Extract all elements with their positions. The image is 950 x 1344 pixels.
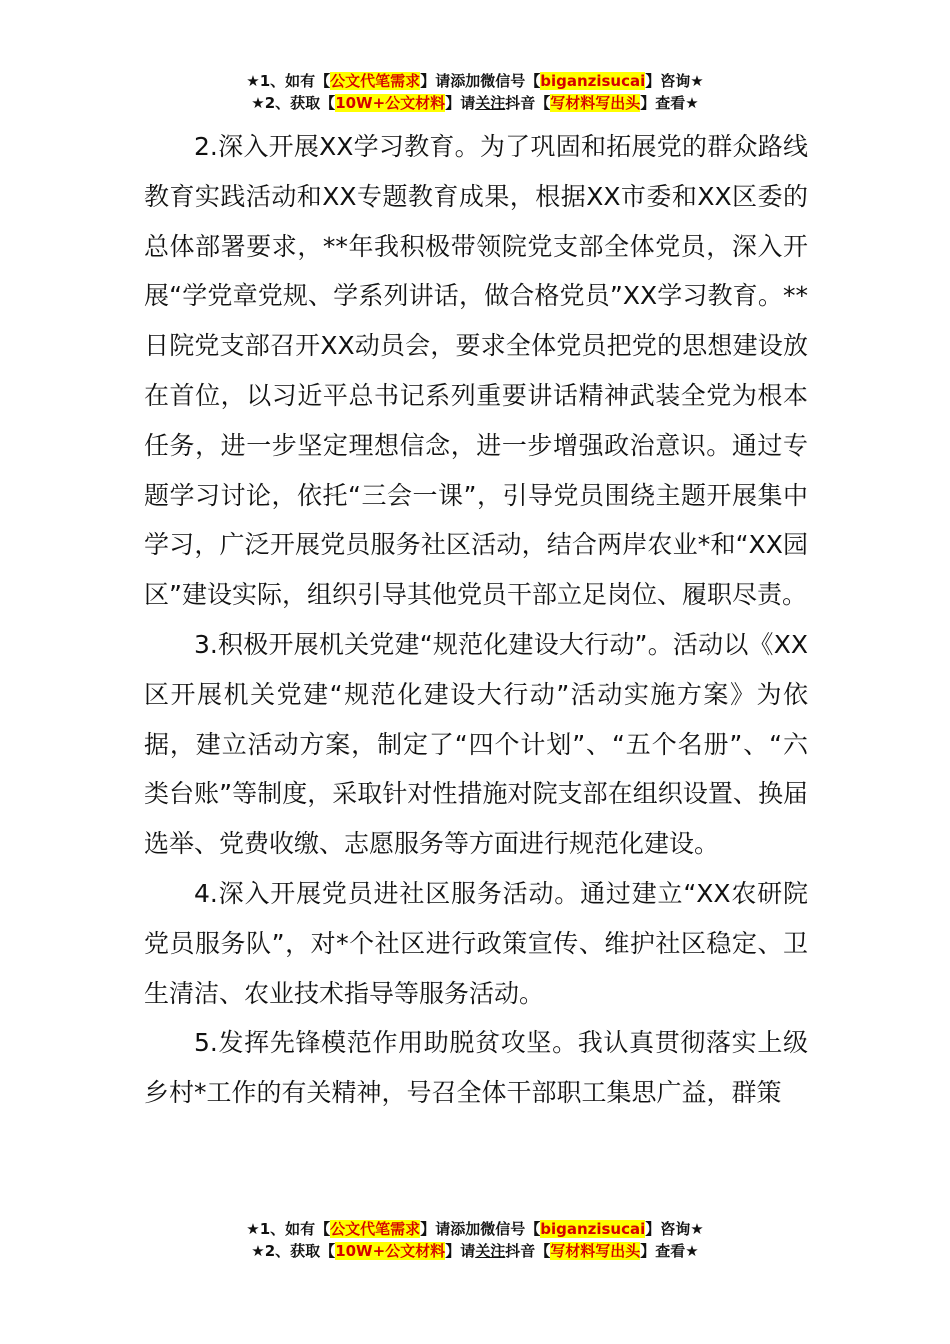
footer-banner [0,1218,950,1262]
paragraph-4: 4.深入开展党员进社区服务活动。通过建立“XX农研院党员服务队”，对*个社区进行政策宣传、维护社区稳定、卫生清洁、农业技术指导等服务活动。 [144,878,808,1008]
banner-highlight-materials: 10W+公文材料 [335,1242,446,1260]
banner-highlight-wechat-id: biganzisucai [540,72,646,90]
banner-highlight-douyin: 写材料写出头 [550,94,641,112]
banner-highlight-service: 公文代笔需求 [330,72,421,90]
banner-follow-text: 关注 [475,94,506,112]
banner-line-2: ★2、获取【10W+公文材料】请关注抖音【写材料写出头】查看★ [251,1242,699,1260]
document-body [144,122,808,1118]
banner-line-1: ★1、如有【公文代笔需求】请添加微信号【biganzisucai】咨询★ [246,1220,704,1238]
header-banner [0,70,950,114]
paragraph-5: 5.发挥先锋模范作用助脱贫攻坚。我认真贯彻落实上级乡村*工作的有关精神，号召全体干部职工集思广益，群策 [144,1028,808,1108]
paragraph-2: 2.深入开展XX学习教育。为了巩固和拓展党的群众路线教育实践活动和XX专题教育成果，根据XX市委和XX区委的总体部署要求，**年我积极带领院党支部全体党员，深入开展“学党章党规、学系列讲话，做合格党员”XX学习教育。**日院党支部召开XX动员会，要求全体党员把党的思想建设放在首位，以习近平总书记系列重要讲话精神武装全党为根本任务，进一步坚定理想信念，进一步增强政治意识。通过专题学习讨论，依托“三会一课”，引导党员围绕主题开展集中学习，广泛开展党员服务社区活动，结合两岸农业*和“XX园区”建设实际，组织引导其他党员干部立足岗位、履职尽责。 [144,132,808,610]
banner-highlight-douyin: 写材料写出头 [550,1242,641,1260]
banner-highlight-materials: 10W+公文材料 [335,94,446,112]
banner-highlight-wechat-id: biganzisucai [540,1220,646,1238]
banner-line-2: ★2、获取【10W+公文材料】请关注抖音【写材料写出头】查看★ [251,94,699,112]
paragraph-3: 3.积极开展机关党建“规范化建设大行动”。活动以《XX区开展机关党建“规范化建设大行动”活动实施方案》为依据，建立活动方案，制定了“四个计划”、“五个名册”、“六类台账”等制度，采取针对性措施对院支部在组织设置、换届选举、党费收缴、志愿服务等方面进行规范化建设。 [144,629,808,859]
banner-line-1: ★1、如有【公文代笔需求】请添加微信号【biganzisucai】咨询★ [246,72,704,90]
banner-follow-text: 关注 [475,1242,506,1260]
banner-highlight-service: 公文代笔需求 [330,1220,421,1238]
